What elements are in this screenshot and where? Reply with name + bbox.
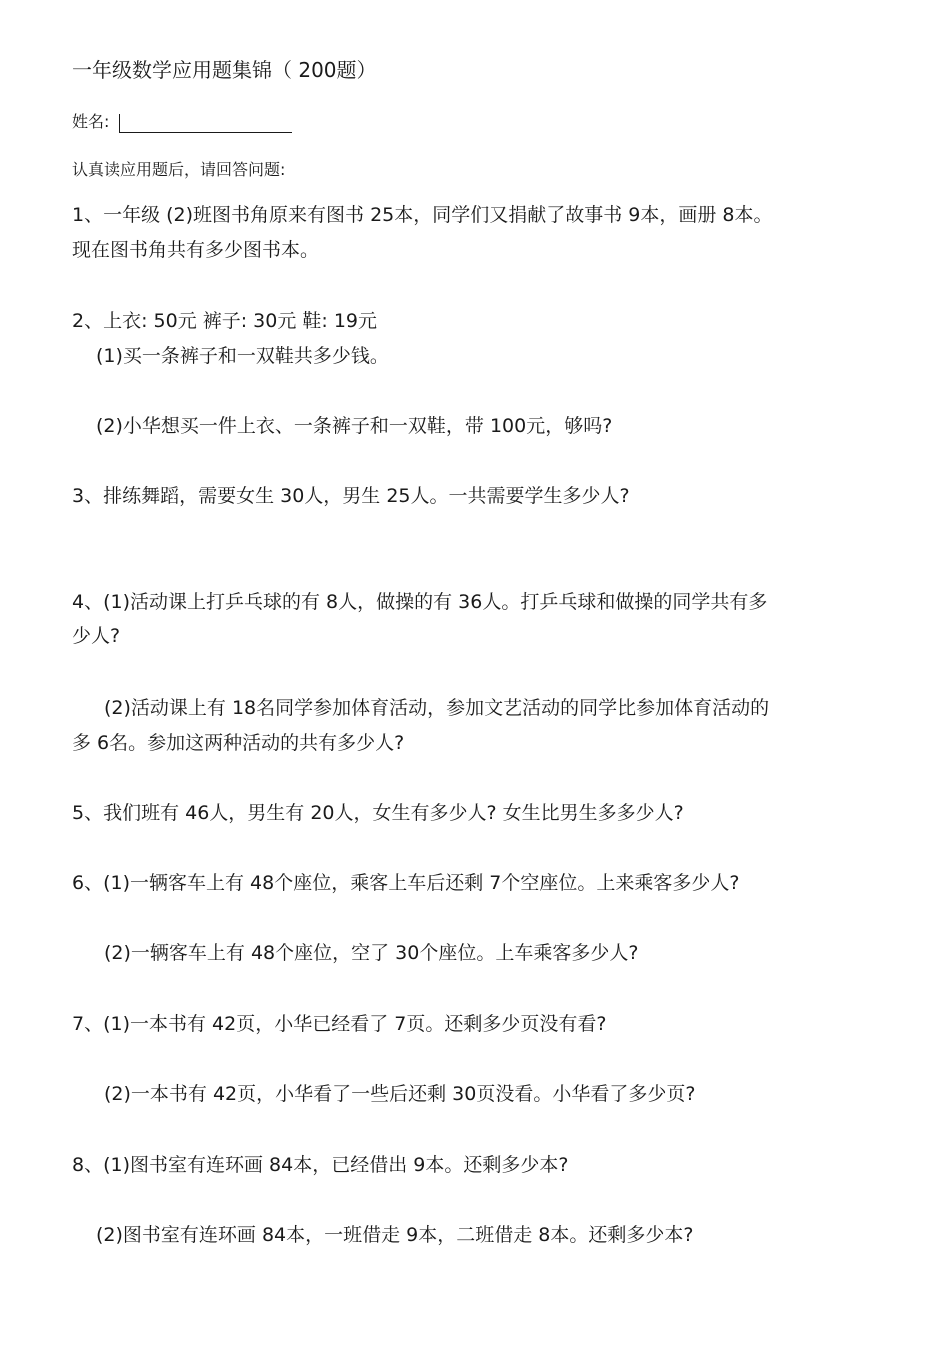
- question-6-part-2: (2)一辆客车上有 48个座位，空了 30个座位。上车乘客多少人?: [104, 942, 639, 964]
- question-2-part-1: (1)买一条裤子和一双鞋共多少钱。: [96, 345, 389, 367]
- question-3: 3、排练舞蹈，需要女生 30人，男生 25人。一共需要学生多少人?: [72, 485, 630, 507]
- question-4-part-1-line-2: 少人?: [72, 625, 121, 647]
- name-row: [72, 110, 292, 134]
- question-2-prices: 2、上衣: 50元 裤子: 30元 鞋: 19元: [72, 310, 378, 332]
- question-5: 5、我们班有 46人，男生有 20人，女生有多少人? 女生比男生多多少人?: [72, 802, 684, 824]
- question-1-line-2: 现在图书角共有多少图书本。: [72, 239, 320, 261]
- question-8-part-1: 8、(1)图书室有连环画 84本，已经借出 9本。还剩多少本?: [72, 1154, 569, 1176]
- question-7-part-2: (2)一本书有 42页，小华看了一些后还剩 30页没看。小华看了多少页?: [104, 1083, 696, 1105]
- question-7-part-1: 7、(1)一本书有 42页，小华已经看了 7页。还剩多少页没有看?: [72, 1013, 607, 1035]
- name-blank-field[interactable]: [119, 114, 292, 133]
- question-4-part-1-line-1: 4、(1)活动课上打乒乓球的有 8人，做操的有 36人。打乒乓球和做操的同学共有多: [72, 591, 768, 613]
- instruction-text: 认真读应用题后，请回答问题:: [72, 160, 286, 179]
- worksheet-title: 一年级数学应用题集锦（ 200题）: [72, 58, 377, 82]
- question-1-line-1: 1、一年级 (2)班图书角原来有图书 25本，同学们又捐献了故事书 9本，画册 8本。: [72, 204, 773, 226]
- name-label: 姓名:: [72, 112, 110, 131]
- question-2-part-2: (2)小华想买一件上衣、一条裤子和一双鞋，带 100元，够吗?: [96, 415, 613, 437]
- question-4-part-2-line-2: 多 6名。参加这两种活动的共有多少人?: [72, 732, 405, 754]
- question-8-part-2: (2)图书室有连环画 84本，一班借走 9本，二班借走 8本。还剩多少本?: [96, 1224, 694, 1246]
- question-6-part-1: 6、(1)一辆客车上有 48个座位，乘客上车后还剩 7个空座位。上来乘客多少人?: [72, 872, 740, 894]
- question-4-part-2-line-1: (2)活动课上有 18名同学参加体育活动，参加文艺活动的同学比参加体育活动的: [104, 697, 770, 719]
